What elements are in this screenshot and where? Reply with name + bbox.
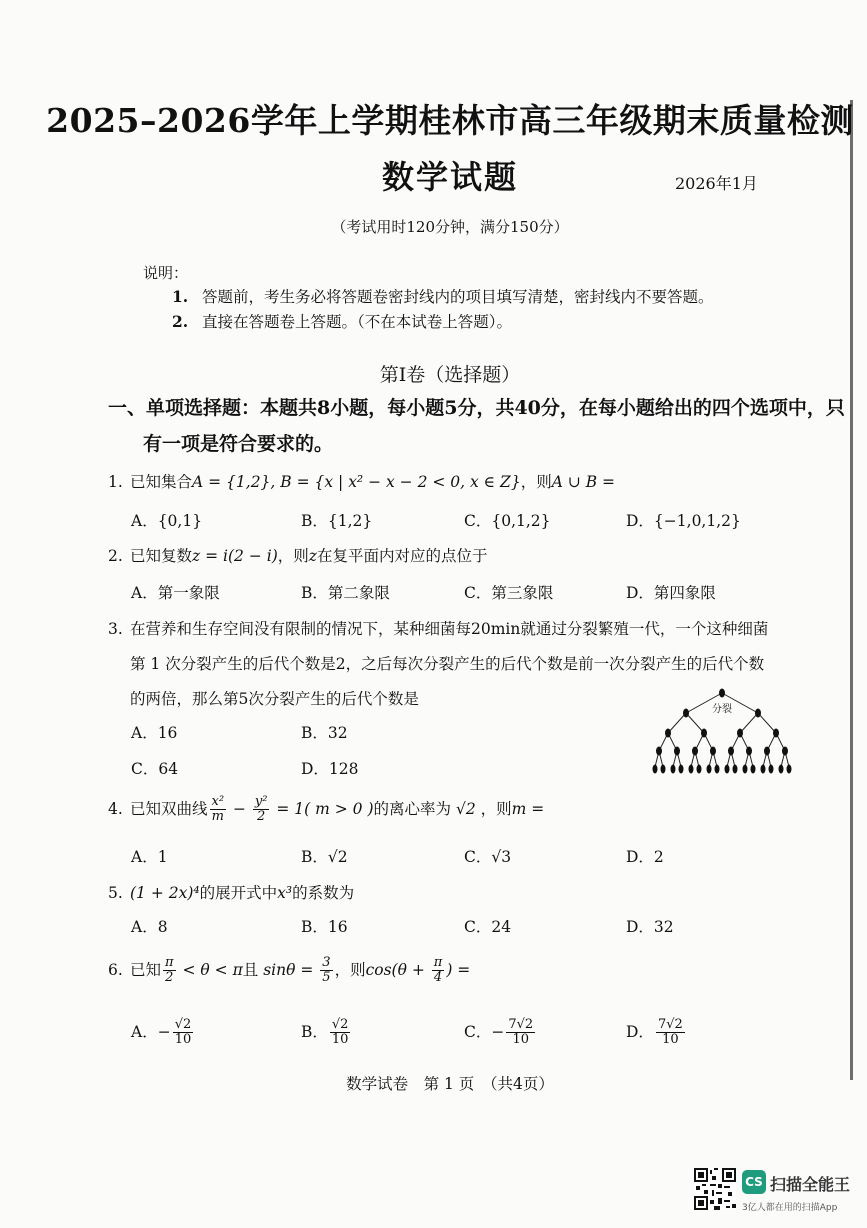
- scanner-brand-name: 扫描全能王: [770, 1175, 851, 1194]
- q6-frac2-num: 3: [322, 955, 331, 970]
- q5-math-x3: x³: [277, 884, 293, 902]
- q6-option-c-num: 7√2: [508, 1017, 534, 1032]
- q6-option-b-num: √2: [331, 1017, 349, 1032]
- page-footer: 数学试卷 第 1 页 （共4页）: [346, 1075, 554, 1093]
- instruction-text: 答题前，考生务必将答题卷密封线内的项目填写清楚，密封线内不要答题。: [202, 288, 714, 306]
- question-number: 1.: [108, 473, 123, 491]
- question-number: 2.: [108, 547, 123, 565]
- instruction-item: [172, 285, 714, 307]
- section-heading-line1: 一、单项选择题：本题共8小题，每小题5分，共40分，在每小题给出的四个选项中，只: [108, 397, 845, 419]
- question-number: 3.: [108, 620, 123, 638]
- q2-option-d: D．第四象限: [626, 584, 716, 602]
- q2-option-a: A．第一象限: [131, 584, 220, 602]
- q6-option-b-den: 10: [331, 1032, 349, 1048]
- instruction-item: [172, 310, 512, 332]
- q4-option-d: D．2: [626, 848, 664, 866]
- question-1-stem: [108, 470, 615, 492]
- exam-subtitle: 数学试题: [381, 158, 518, 196]
- q6-option-a-num: √2: [174, 1017, 192, 1032]
- q3-option-c: C．64: [131, 760, 179, 778]
- q3-option-d: D．128: [301, 760, 359, 778]
- q6-option-a-sign: −: [157, 1022, 171, 1041]
- q2-text-c: ，则: [277, 547, 309, 565]
- q5-text-b: 的展开式中: [199, 884, 278, 902]
- q4-text-a: 已知双曲线: [130, 799, 208, 818]
- q1-option-a: A．{0,1}: [131, 512, 203, 530]
- exam-date: 2026年1月: [675, 174, 758, 193]
- tree-cells: [653, 689, 792, 774]
- question-number: 6.: [108, 960, 123, 979]
- q1-math-union: A ∪ B =: [551, 473, 616, 491]
- exam-title: 2025–2026学年上学期桂林市高三年级期末质量检测: [46, 101, 854, 140]
- q5-text-d: 的系数为: [292, 884, 355, 902]
- q4-text-c: 的离心率为: [373, 799, 452, 818]
- question-3-line1: [108, 617, 768, 639]
- q5-option-b: B．16: [301, 918, 348, 936]
- q6-frac1-den: 2: [165, 970, 174, 986]
- q3-option-a: A．16: [131, 724, 178, 742]
- q1-option-c: C．{0,1,2}: [464, 512, 551, 530]
- q4-option-b: B．√2: [301, 848, 348, 866]
- q6-option-a-label: A．: [131, 1022, 158, 1041]
- part-title: 第Ⅰ卷（选择题）: [379, 364, 521, 386]
- q4-option-c: C．√3: [464, 848, 512, 866]
- question-6-stem: [108, 956, 470, 986]
- page-edge-line: [850, 100, 853, 1080]
- q4-frac1-den: m: [211, 809, 224, 825]
- q6-frac3-num: π: [433, 955, 443, 970]
- q1-text-c: ，则: [520, 473, 552, 491]
- q4-frac2-num: y²: [254, 794, 268, 809]
- q6-option-c-fraction: [506, 1018, 535, 1048]
- q6-option-b: [301, 1018, 352, 1048]
- question-2-stem: [108, 544, 487, 566]
- q6-option-a-fraction: [173, 1018, 194, 1048]
- q6-math-cos: cos(θ +: [365, 960, 430, 979]
- q4-math-eq: = 1( m > 0 ): [271, 799, 374, 818]
- q2-math-z: z = i(2 − i): [192, 547, 278, 565]
- instruction-text: 直接在答题卷上答题。（不在本试卷上答题）。: [202, 313, 513, 331]
- q4-math-sqrt2: √2: [451, 799, 481, 818]
- q3-text-line1: 在营养和生存空间没有限制的情况下，某种细菌每20min就通过分裂繁殖一代，一个这种细菌: [130, 620, 769, 638]
- question-number: 4.: [108, 799, 123, 818]
- q6-option-d-den: 10: [662, 1032, 679, 1048]
- question-5-stem: [108, 881, 354, 903]
- bacteria-division-tree-figure: [650, 685, 795, 777]
- q6-text-a: 已知: [130, 960, 162, 979]
- q6-frac1-num: π: [165, 955, 174, 970]
- q6-frac2-den: 5: [322, 970, 331, 986]
- q1-option-b: B．{1,2}: [301, 512, 373, 530]
- q6-option-d-fraction: [656, 1018, 685, 1048]
- q6-option-c-label: C．: [464, 1022, 492, 1041]
- q6-option-c-sign: −: [491, 1022, 505, 1041]
- q4-frac2-den: 2: [257, 809, 266, 825]
- q6-text-e: ，则: [334, 960, 366, 979]
- camscanner-logo-icon: CS: [742, 1170, 766, 1194]
- q6-option-a-den: 10: [174, 1032, 192, 1048]
- q1-option-d: D．{−1,0,1,2}: [626, 512, 741, 530]
- q5-math-binomial: (1 + 2x)⁴: [130, 884, 200, 902]
- q6-option-d: [626, 1018, 687, 1048]
- scanner-tagline: 3亿人都在用的扫描App: [742, 1203, 838, 1213]
- q1-math-sets: A = {1,2}, B = {x | x² − x − 2 < 0, x ∈ Z}: [192, 473, 521, 491]
- q1-text-a: 已知集合: [130, 473, 193, 491]
- q6-option-d-num: 7√2: [657, 1017, 683, 1032]
- q5-option-c: C．24: [464, 918, 512, 936]
- q6-frac3-den: 4: [433, 970, 443, 986]
- q2-option-c: C．第三象限: [464, 584, 554, 602]
- q6-fraction-pi4: [432, 956, 445, 986]
- figure-label-division: 分裂: [712, 704, 732, 715]
- q4-math-m: m =: [511, 799, 545, 818]
- q6-math-range: < θ < π: [177, 960, 243, 979]
- q6-option-b-label: B．: [301, 1022, 328, 1041]
- q5-option-d: D．32: [626, 918, 674, 936]
- q6-option-b-fraction: [330, 1018, 351, 1048]
- qr-code-icon: [694, 1168, 736, 1210]
- question-3-line2: 第 1 次分裂产生的后代个数是2，之后每次分裂产生的后代个数是前一次分裂产生的后代个数: [130, 655, 765, 673]
- exam-duration-info: （考试用时120分钟，满分150分）: [331, 218, 569, 236]
- q6-option-a: [131, 1018, 195, 1048]
- q4-option-a: A．1: [131, 848, 168, 866]
- q6-option-c-den: 10: [512, 1032, 530, 1048]
- question-number: 5.: [108, 884, 123, 902]
- q6-fraction-pi2: [163, 956, 176, 986]
- q4-frac1-num: x²: [211, 794, 225, 809]
- question-3-line3: 的两倍，那么第5次分裂产生的后代个数是: [130, 690, 419, 708]
- q2-text-a: 已知复数: [130, 547, 193, 565]
- q2-option-b: B．第二象限: [301, 584, 390, 602]
- instructions-heading: 说明：: [143, 264, 189, 282]
- q6-fraction-3-5: [320, 956, 332, 986]
- q6-math-close: ) =: [446, 960, 471, 979]
- section-heading-line2: 有一项是符合要求的。: [143, 433, 334, 455]
- q4-text-e: ，则: [480, 799, 512, 818]
- instruction-number: 1.: [172, 287, 189, 306]
- q2-math-var: z: [308, 547, 317, 565]
- q5-option-a: A．8: [131, 918, 168, 936]
- instruction-number: 2.: [172, 312, 189, 331]
- q4-minus: −: [228, 799, 251, 818]
- q6-text-c: 且: [242, 960, 259, 979]
- question-4-stem: [108, 795, 544, 825]
- q4-fraction-y: [253, 795, 270, 825]
- q6-option-c: [464, 1018, 537, 1048]
- q4-fraction-x: [210, 795, 227, 825]
- q3-option-b: B．32: [301, 724, 348, 742]
- q6-math-sin: sinθ =: [258, 960, 319, 979]
- q2-text-e: 在复平面内对应的点位于: [316, 547, 488, 565]
- q6-option-d-label: D．: [626, 1022, 654, 1041]
